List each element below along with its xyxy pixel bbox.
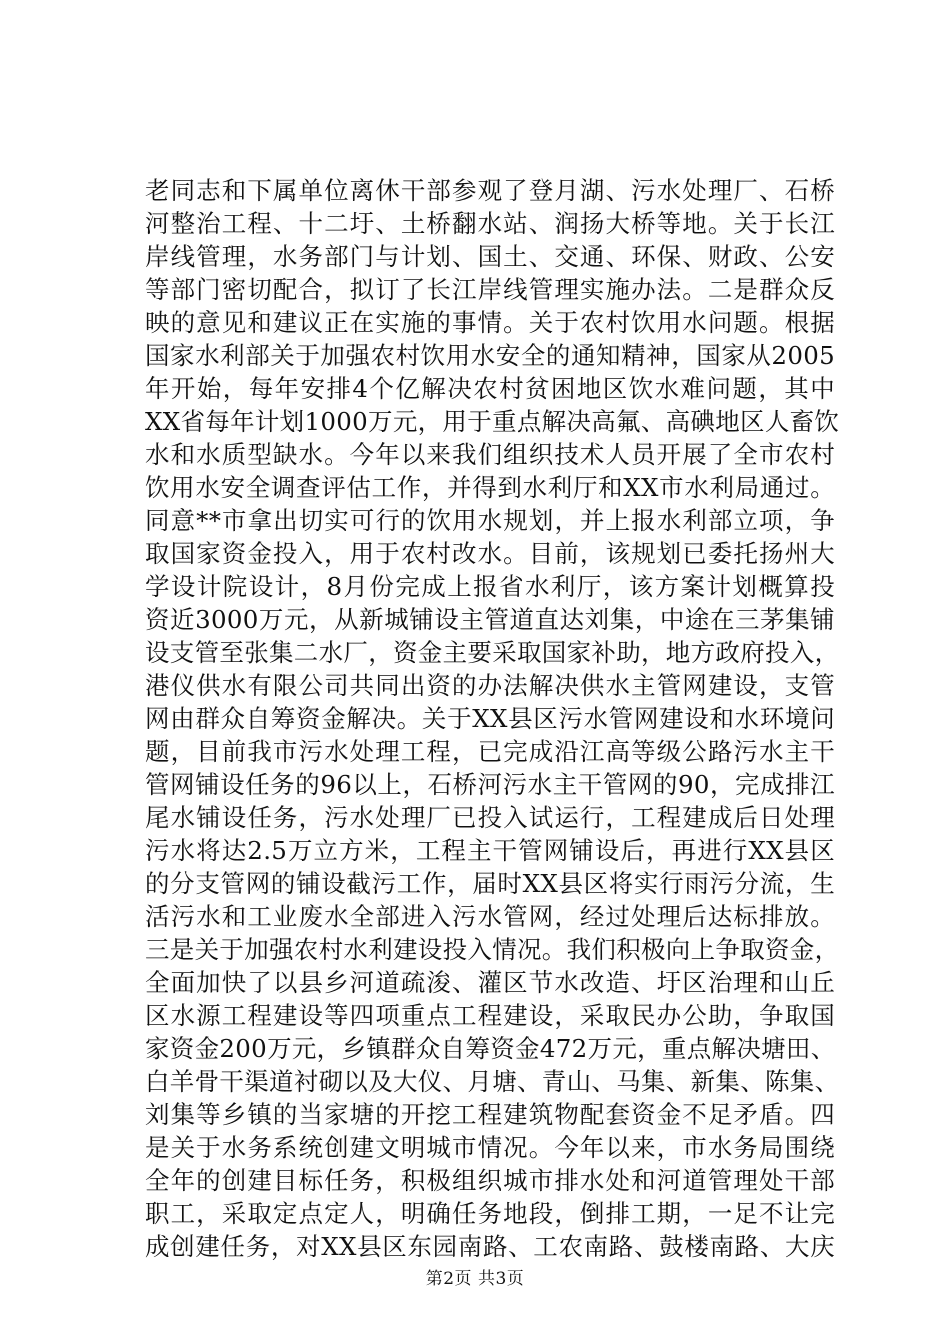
text-line: 岸线管理，水务部门与计划、国土、交通、环保、财政、公安 (145, 242, 835, 271)
text-line: 成创建任务，对XX县区东园南路、工农南路、鼓楼南路、大庆 (145, 1232, 835, 1261)
text-line: 映的意见和建议正在实施的事情。关于农村饮用水问题。根据 (145, 308, 835, 337)
text-line: 活污水和工业废水全部进入污水管网，经过处理后达标排放。 (145, 902, 835, 931)
text-line: 设支管至张集二水厂，资金主要采取国家补助，地方政府投入， (145, 638, 840, 667)
text-line: 取国家资金投入，用于农村改水。目前，该规划已委托扬州大 (145, 539, 835, 568)
text-line: 同意**市拿出切实可行的饮用水规划，并上报水利部立项，争 (145, 506, 835, 535)
text-line: 三是关于加强农村水利建设投入情况。我们积极向上争取资金， (145, 935, 840, 964)
text-line: 尾水铺设任务，污水处理厂已投入试运行，工程建成后日处理 (145, 803, 835, 832)
page-footer: 第2页 共3页 (425, 1269, 525, 1289)
text-line: 等部门密切配合，拟订了长江岸线管理实施办法。二是群众反 (145, 275, 835, 304)
text-line: 饮用水安全调查评估工作，并得到水利厅和XX市水利局通过。 (145, 473, 835, 502)
text-line: 管网铺设任务的96以上，石桥河污水主干管网的90，完成排江 (145, 770, 835, 799)
text-line: 题，目前我市污水处理工程，已完成沿江高等级公路污水主干 (145, 737, 835, 766)
text-line: 资近3000万元，从新城铺设主管道直达刘集，中途在三茅集铺 (145, 605, 835, 634)
text-line: 全年的创建目标任务，积极组织城市排水处和河道管理处干部 (145, 1166, 835, 1195)
text-line: 是关于水务系统创建文明城市情况。今年以来，市水务局围绕 (145, 1133, 835, 1162)
text-line: 年开始，每年安排4个亿解决农村贫困地区饮水难问题，其中 (145, 374, 835, 403)
text-line: 污水将达2.5万立方米，工程主干管网铺设后，再进行XX县区 (145, 836, 835, 865)
text-line: 区水源工程建设等四项重点工程建设，采取民办公助，争取国 (145, 1001, 835, 1030)
text-line: 河整治工程、十二圩、土桥翻水站、润扬大桥等地。关于长江 (145, 209, 835, 238)
text-line: 刘集等乡镇的当家塘的开挖工程建筑物配套资金不足矛盾。四 (145, 1100, 835, 1129)
text-line: 职工，采取定点定人，明确任务地段，倒排工期，一足不让完 (145, 1199, 835, 1228)
text-line: 港仪供水有限公司共同出资的办法解决供水主管网建设，支管 (145, 671, 835, 700)
text-line: 水和水质型缺水。今年以来我们组织技术人员开展了全市农村 (145, 440, 835, 469)
text-line: 家资金200万元，乡镇群众自筹资金472万元，重点解决塘田、 (145, 1034, 836, 1063)
text-line: 老同志和下属单位离休干部参观了登月湖、污水处理厂、石桥 (145, 176, 835, 205)
text-line: 国家水利部关于加强农村饮用水安全的通知精神，国家从2005 (145, 341, 835, 370)
text-line: 网由群众自筹资金解决。关于XX县区污水管网建设和水环境问 (145, 704, 835, 733)
text-line: 白羊骨干渠道衬砌以及大仪、月塘、青山、马集、新集、陈集、 (145, 1067, 840, 1096)
body-paragraph (145, 174, 840, 1263)
text-line: 学设计院设计，8月份完成上报省水利厅，该方案计划概算投 (145, 572, 835, 601)
text-line: 全面加快了以县乡河道疏浚、灌区节水改造、圩区治理和山丘 (145, 968, 835, 997)
text-line: 的分支管网的铺设截污工作，届时XX县区将实行雨污分流，生 (145, 869, 835, 898)
text-line: XX省每年计划1000万元，用于重点解决高氟、高碘地区人畜饮 (145, 407, 840, 436)
